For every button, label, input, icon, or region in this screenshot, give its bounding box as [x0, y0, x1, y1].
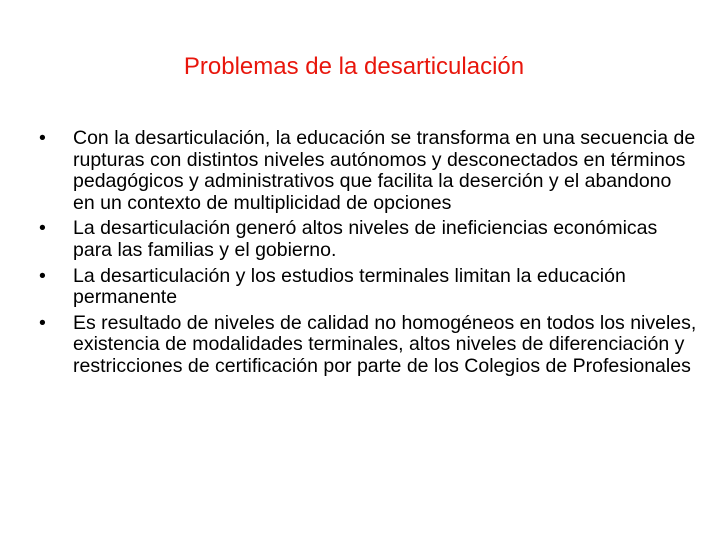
bullet-list	[28, 128, 698, 382]
bullet-icon: •	[39, 217, 46, 240]
bullet-item	[28, 313, 698, 378]
bullet-text: La desarticulación y los estudios terminales limitan la educación permanente	[73, 264, 626, 309]
slide-title: Problemas de la desarticulación	[183, 53, 525, 80]
bullet-text: Con la desarticulación, la educación se transforma en una secuencia de rupturas con distintos niveles autónomos y desconectados en términos pedagógicos y administrativos que facilita la deserción y el abandono en un contexto de multiplicidad de opciones	[73, 127, 696, 214]
bullet-item	[28, 128, 698, 214]
bullet-item	[28, 218, 698, 261]
bullet-item	[28, 266, 698, 309]
bullet-text: La desarticulación generó altos niveles de ineficiencias económicas para las familias y el gobierno.	[73, 217, 658, 261]
bullet-icon: •	[39, 264, 46, 287]
bullet-icon: •	[39, 127, 46, 149]
bullet-text: Es resultado de niveles de calidad no homogéneos en todos los niveles, existencia de modalidades terminales, altos niveles de diferenciación y restricciones de certificación por parte de los Colegios de Profesionales	[73, 311, 697, 377]
bullet-icon: •	[39, 311, 46, 334]
